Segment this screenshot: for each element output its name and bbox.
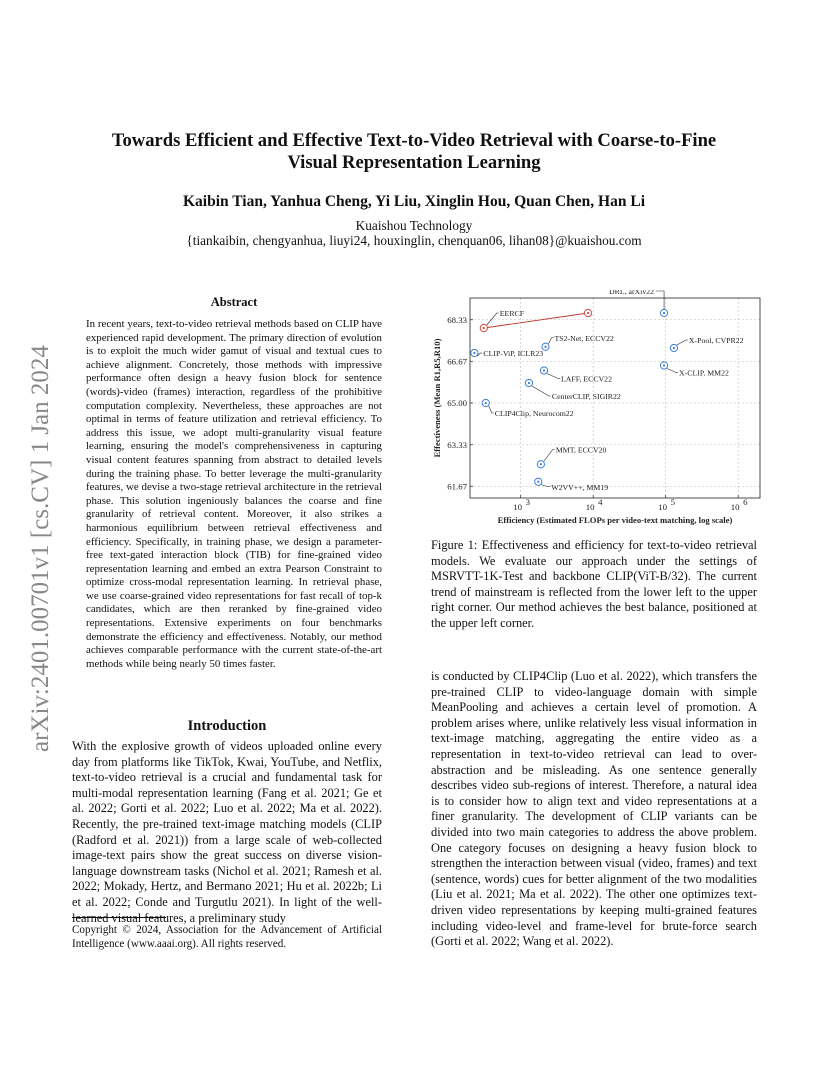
- data-point-center: [663, 312, 665, 314]
- x-ticks: [513, 495, 748, 512]
- data-point-center: [485, 402, 487, 404]
- label-leader: [487, 313, 499, 325]
- data-point-label: EERCF: [499, 309, 525, 318]
- label-leader: [532, 386, 551, 396]
- intro-heading: Introduction: [187, 718, 267, 734]
- label-leader: [547, 374, 560, 379]
- x-tick-exponent: 3: [525, 497, 531, 507]
- x-tick-exponent: 4: [598, 497, 603, 507]
- label-leader: [677, 340, 688, 345]
- data-point-label: W2VV++, MM19: [551, 482, 609, 492]
- data-point-label: TS2-Net, ECCV22: [554, 333, 614, 343]
- x-tick-label: 10: [585, 502, 595, 512]
- data-point-center: [543, 369, 545, 371]
- data-point-center: [537, 481, 539, 483]
- authors: Kaibin Tian, Yanhua Cheng, Yi Liu, Xinglin Hou, Quan Chen, Han Li: [182, 193, 646, 210]
- y-tick-label: 63.33: [447, 439, 467, 450]
- data-point-label: LAFF, ECCV22: [561, 374, 612, 384]
- data-point-center: [540, 463, 542, 465]
- x-axis-label: Efficiency (Estimated FLOPs per video-text matching, log scale): [497, 515, 733, 525]
- data-point-center: [483, 327, 485, 329]
- paper-title: [60, 130, 768, 174]
- x-tick-label: 10: [658, 502, 668, 512]
- figure-1-chart: [430, 290, 770, 530]
- emails: {tiankaibin, chengyanhua, liuyi24, houxinglin, chenquan06, lihan08}@kuaishou.com: [186, 233, 642, 248]
- y-tick-label: 65.00: [447, 398, 467, 408]
- y-axis-label: Effectiveness (Mean R1,R5,R10): [432, 338, 442, 458]
- y-tick-label: 61.67: [447, 481, 467, 492]
- label-leader: [489, 406, 494, 413]
- x-tick-label: 10: [730, 502, 740, 512]
- label-leader: [549, 338, 554, 344]
- y-tick-label: 66.67: [447, 356, 467, 367]
- data-point-label: X-CLIP, MM22: [679, 368, 729, 378]
- label-leader: [667, 369, 678, 373]
- abstract-heading: Abstract: [210, 295, 258, 309]
- abstract-body: In recent years, text-to-video retrieval methods based on CLIP have experienced rapid development. The primary direction of evolution is to exploit the much wider gamut of visual and textual cues to achieve alignment. Concretely, those methods with impressive performance often design a heavy fusion block for sentence (words)-video (frames) interaction, regardless of the prohibitive computation complexity. Nevertheless, these approaches are not optimal in terms of feature utilization and retrieval efficiency. To address this issue, we adopt multi-granularity visual feature learning, ensuring the model's comprehensiveness in capturing visual content features spanning from abstract to detailed levels during the training phase. To better leverage the multi-granularity features, we devise a two-stage retrieval architecture in the retrieval phase. This solution ingeniously balances the coarse and fine granularity of retrieval content. Moreover, it also strikes a harmonious equilibrium between retrieval effectiveness and efficiency. Specifically, in training phase, we design a parameter-free text-gated interaction block (TIB) for fine-grained video representation learning and embed an extra Pearson Constraint to optimize cross-modal representation learning. In retrieval phase, we use coarse-grained video representations for fast recall of top-k candidates, which are then reranked by fine-grained video representations. Extensive experiments on four benchmarks demonstrate the efficiency and effectiveness. Notably, our method achieves comparable performance with the current state-of-the-art methods while being nearly 50 times faster.: [86, 318, 382, 670]
- affiliation: Kuaishou Technology: [355, 218, 473, 233]
- data-point-label: DRL, arXiv22: [609, 290, 655, 296]
- data-points: [471, 290, 744, 492]
- x-tick-exponent: 6: [743, 497, 748, 507]
- title-line-1: Towards Efficient and Effective Text-to-Video Retrieval with Coarse-to-Fine: [111, 130, 717, 151]
- data-point-label: CLIP-ViP, ICLR23: [483, 349, 544, 358]
- data-point-center: [528, 382, 530, 384]
- right-column-body: is conducted by CLIP4Clip (Luo et al. 2022), which transfers the pre-trained CLIP to video-language domain with simple MeanPooling and achieves a certain level of promotion. A problem arises where, unlike relatively less visual information in text-image matching, aggregating the entire video as a representation in text-to-video retrieval can lead to over-abstraction and be misleading. As one sentence generally describes video sub-regions of interest. Therefore, a natural idea is to consider how to align text and video representations at a finer granularity. The development of CLIP variants can be divided into two main categories to address the above problem. One category focuses on designing a heavy fusion block to strengthen the interaction between visual (video, frames) and text (sentence, words) cues for better alignment of the two modalities (Liu et al. 2021; Ma et al. 2022). The other one optimizes text-driven video representations by keeping multi-grained features including video-level and frame-level for brute-force search (Gorti et al. 2022; Wang et al. 2022).: [431, 669, 757, 949]
- data-point-center: [663, 364, 665, 366]
- y-tick-label: 68.33: [447, 314, 467, 325]
- copyright-footnote: Copyright © 2024, Association for the Advancement of Artificial Intelligence (www.aaai.org). All rights reserved.: [72, 924, 382, 950]
- data-point-center: [587, 312, 589, 314]
- footnote-rule: [72, 917, 166, 918]
- data-point-center: [544, 346, 546, 348]
- y-ticks: [447, 315, 473, 492]
- data-point-label: CenterCLIP, SIGIR22: [551, 392, 621, 401]
- title-line-2: Visual Representation Learning: [287, 152, 541, 173]
- label-leader: [656, 291, 664, 309]
- intro-body: With the explosive growth of videos uploaded online every day from platforms like TikTok, Kwai, YouTube, and Netflix, text-to-video retrieval is a crucial and fundamental task for multi-modal representation learning (Fang et al. 2021; Ge et al. 2022; Gorti et al. 2022; Luo et al. 2022; Ma et al. 2022). Recently, the pre-trained text-image matching models (CLIP (Radford et al. 2021)) from a large scale of web-collected image-text pairs show the great success on diverse vision-language downstream tasks (Nichol et al. 2021; Ramesh et al. 2022; Mokady, Hertz, and Bermano 2021; Hu et al. 2022b; Li et al. 2022; Conde and Turgutlu 2021). In light of the well-learned visual features, a preliminary study: [72, 739, 382, 925]
- arxiv-stamp: [2, 296, 62, 752]
- data-point-center: [473, 352, 475, 354]
- label-leader: [544, 449, 555, 461]
- x-tick-label: 10: [513, 502, 523, 512]
- x-tick-exponent: 5: [670, 497, 676, 507]
- data-point-center: [673, 347, 675, 349]
- data-point-label: MMT, ECCV20: [555, 445, 607, 455]
- scatter-plot: [430, 290, 770, 530]
- data-point-label: X-Pool, CVPR22: [688, 336, 744, 345]
- arxiv-stamp-text: arXiv:2401.00701v1 [cs.CV] 1 Jan 2024: [27, 345, 54, 752]
- data-point-label: CLIP4Clip, Neurocom22: [494, 409, 574, 418]
- figure-caption: Figure 1: Effectiveness and efficiency for text-to-video retrieval models. We evaluate our approach under the settings of MSRVTT-1K-Test and backbone CLIP(ViT-B/32). The current trend of mainstream is reflected from the lower left to the upper right corner. Our method achieves the best balance, positioned at the upper left corner.: [431, 538, 757, 630]
